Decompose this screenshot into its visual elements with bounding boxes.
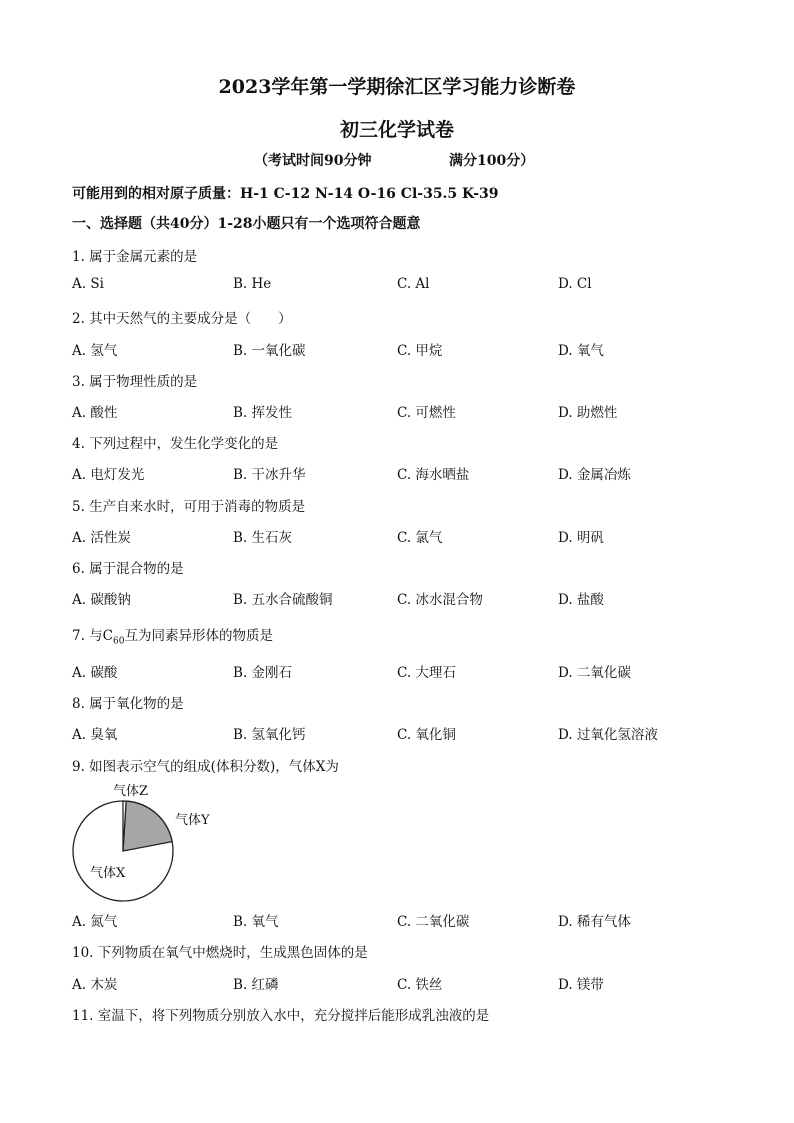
- q5-option-d: D. 明矾: [558, 530, 604, 546]
- q10-option-c: C. 铁丝: [397, 977, 443, 993]
- question-6-stem: 6. 属于混合物的是: [72, 561, 184, 577]
- q3-option-c: C. 可燃性: [397, 405, 456, 421]
- q1-option-b: B. He: [233, 276, 272, 292]
- question-9-stem: 9. 如图表示空气的组成(体积分数)，气体X为: [72, 759, 339, 775]
- question-8-stem: 8. 属于氧化物的是: [72, 696, 184, 712]
- question-11-stem: 11. 室温下，将下列物质分别放入水中，充分搅拌后能形成乳浊液的是: [72, 1008, 490, 1024]
- question-4-stem: 4. 下列过程中，发生化学变化的是: [72, 436, 279, 452]
- q9-option-b: B. 氧气: [233, 914, 279, 930]
- q3-option-a: A. 酸性: [72, 405, 118, 421]
- pie-label-z: 气体Z: [113, 784, 149, 799]
- q9-option-d: D. 稀有气体: [558, 914, 631, 930]
- q3-option-d: D. 助燃性: [558, 405, 618, 421]
- q4-option-d: D. 金属冶炼: [558, 467, 631, 483]
- q7-option-a: A. 碳酸: [72, 665, 118, 681]
- q6-option-b: B. 五水合硫酸铜: [233, 592, 333, 608]
- question-5-stem: 5. 生产自来水时，可用于消毒的物质是: [72, 499, 306, 515]
- q8-option-d: D. 过氧化氢溶液: [558, 727, 658, 743]
- q4-option-a: A. 电灯发光: [72, 467, 145, 483]
- q7-stem-suffix: 互为同素异形体的物质是: [124, 628, 273, 644]
- pie-label-x: 气体X: [90, 866, 126, 881]
- section-heading: 一、选择题（共40分）1-28小题只有一个选项符合题意: [72, 216, 421, 232]
- q2-option-c: C. 甲烷: [397, 343, 443, 359]
- q7-option-b: B. 金刚石: [233, 665, 293, 681]
- q2-option-b: B. 一氧化碳: [233, 343, 306, 359]
- q5-option-a: A. 活性炭: [72, 530, 131, 546]
- full-score: 满分100分）: [449, 153, 535, 169]
- exam-subtitle: 初三化学试卷: [339, 119, 454, 141]
- pie-label-y: 气体Y: [175, 813, 210, 828]
- q6-option-c: C. 冰水混合物: [397, 592, 483, 608]
- q8-option-b: B. 氢氧化钙: [233, 727, 306, 743]
- q9-option-a: A. 氮气: [72, 914, 118, 930]
- q7-option-c: C. 大理石: [397, 665, 456, 681]
- q2-option-a: A. 氢气: [72, 343, 118, 359]
- q5-option-b: B. 生石灰: [233, 530, 293, 546]
- q4-option-b: B. 干冰升华: [233, 467, 306, 483]
- exam-title: 2023学年第一学期徐汇区学习能力诊断卷: [218, 76, 576, 98]
- q8-option-c: C. 氧化铜: [397, 727, 456, 743]
- question-7-stem: [72, 624, 273, 647]
- q10-option-b: B. 红磷: [233, 977, 279, 993]
- q7-formula-subscript: 60: [113, 636, 125, 647]
- q5-option-c: C. 氯气: [397, 530, 443, 546]
- q8-option-a: A. 臭氧: [72, 727, 118, 743]
- q4-option-c: C. 海水晒盐: [397, 467, 470, 483]
- question-3-stem: 3. 属于物理性质的是: [72, 374, 198, 390]
- question-2-stem: 2. 其中天然气的主要成分是（ ）: [72, 311, 292, 327]
- question-1-stem: 1. 属于金属元素的是: [72, 249, 198, 265]
- q10-option-d: D. 镁带: [558, 977, 604, 993]
- q1-option-c: C. Al: [397, 276, 430, 292]
- q6-option-a: A. 碳酸钠: [72, 592, 131, 608]
- pie-slice-y: [123, 801, 172, 851]
- q9-option-c: C. 二氧化碳: [397, 914, 470, 930]
- q1-option-d: D. Cl: [558, 276, 592, 292]
- q3-option-b: B. 挥发性: [233, 405, 293, 421]
- q7-formula-c: C: [102, 628, 114, 644]
- q6-option-d: D. 盐酸: [558, 592, 604, 608]
- q7-option-d: D. 二氧化碳: [558, 665, 631, 681]
- q2-option-d: D. 氧气: [558, 343, 604, 359]
- exam-time: （考试时间90分钟: [254, 153, 372, 169]
- question-10-stem: 10. 下列物质在氧气中燃烧时，生成黑色固体的是: [72, 945, 368, 961]
- q7-stem-prefix: 7. 与: [72, 628, 103, 644]
- q1-option-a: A. Si: [72, 276, 104, 292]
- atomic-masses: 可能用到的相对原子质量：H-1 C-12 N-14 O-16 Cl-35.5 K-39: [72, 186, 499, 202]
- air-composition-pie: [66, 776, 236, 906]
- q10-option-a: A. 木炭: [72, 977, 118, 993]
